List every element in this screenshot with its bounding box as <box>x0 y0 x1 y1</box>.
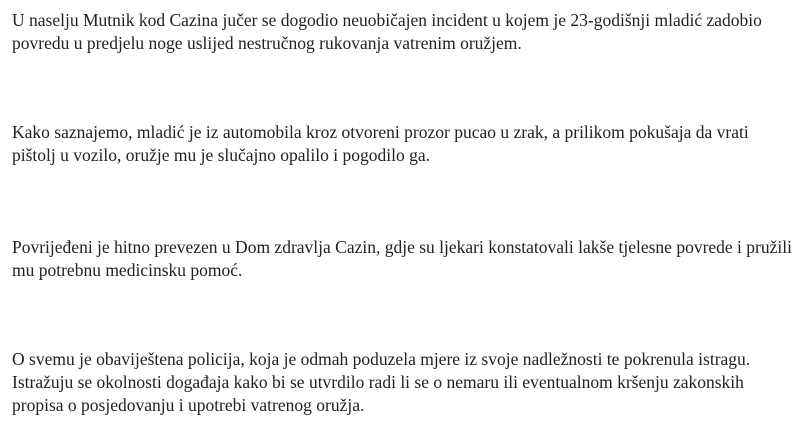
article-paragraph-3: Povrijeđeni je hitno prevezen u Dom zdravlja Cazin, gdje su ljekari konstatovali lakše tjelesne povrede i pružili mu potrebnu medicinsku pomoć. <box>12 237 792 280</box>
article-paragraph-4: O svemu je obaviještena policija, koja je odmah poduzela mjere iz svoje nadležnosti te pokrenula istragu. Istražuju se okolnosti događaja kako bi se utvrdilo radi li se o nemaru ili eventualnom kršenju zakonskih propisa o posjedovanju i upotrebi vatrenog oružja. <box>12 349 751 415</box>
article-paragraph-1: U naselju Mutnik kod Cazina jučer se dogodio neuobičajen incident u kojem je 23-godišnji mladić zadobio povredu u predjelu noge uslijed nestručnog rukovanja vatrenim oružjem. <box>12 10 762 53</box>
article-paragraph-2: Kako saznajemo, mladić je iz automobila kroz otvoreni prozor pucao u zrak, a prilikom pokušaja da vrati pištolj u vozilo, oružje mu je slučajno opalilo i pogodilo ga. <box>12 122 749 165</box>
